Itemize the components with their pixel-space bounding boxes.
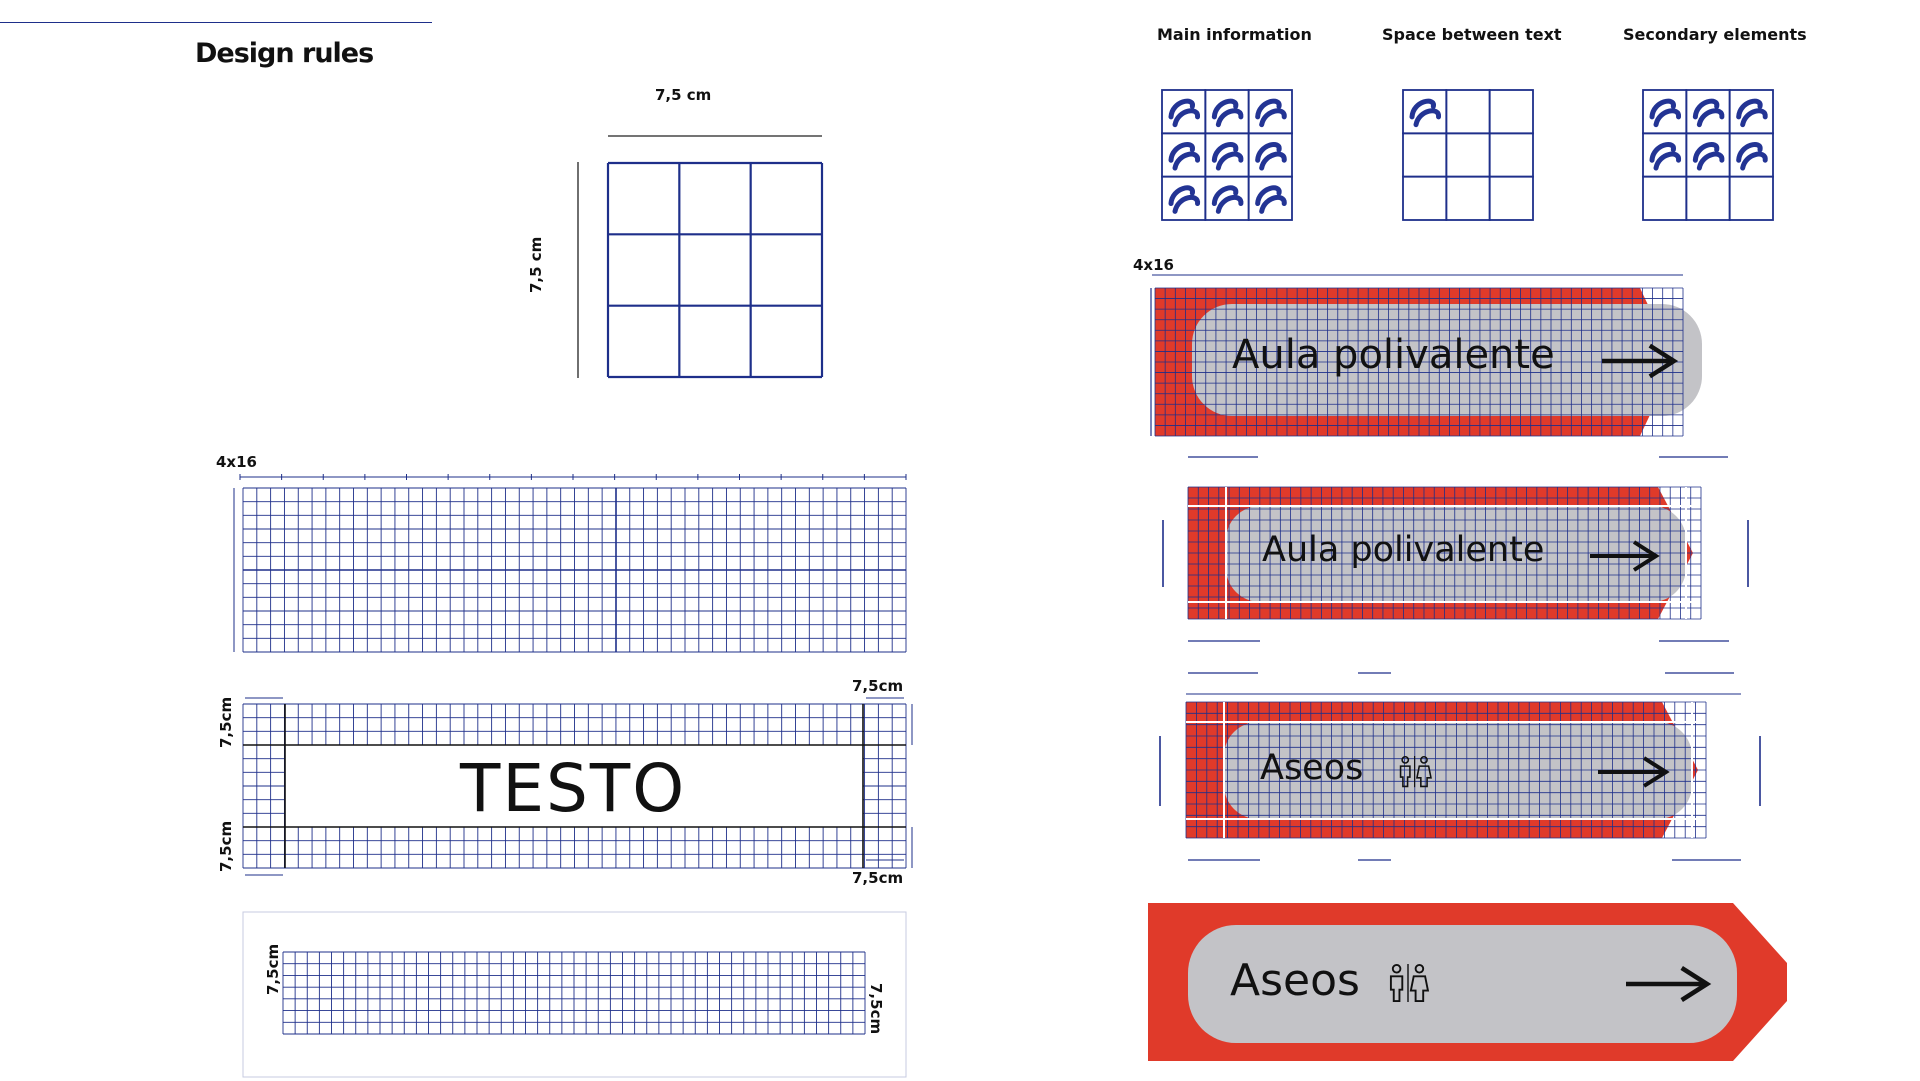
sign3 (1160, 694, 1760, 860)
margin-label-bottom-right: 7,5cm (852, 869, 904, 887)
legend-secondary-elements-box (1643, 90, 1773, 220)
page-title: Design rules (195, 38, 374, 69)
margin-label-left-top: 7,5cm (217, 696, 235, 748)
legend-space-between-text-label: Space between text (1382, 25, 1562, 44)
sign2-label: Aula polivalente (1262, 530, 1545, 570)
sample-text: TESTO (460, 750, 687, 827)
legend-main-information-box (1162, 90, 1292, 220)
module-height-label: 7,5 cm (527, 236, 545, 293)
sign1-label: Aula polivalente (1232, 332, 1555, 378)
bottom-panel-grid (283, 952, 865, 1034)
legend-space-between-text-box (1403, 90, 1533, 220)
bottom-panel-outline (243, 912, 906, 1077)
sign4-label: Aseos (1230, 955, 1360, 1006)
margin-label-bottom-panel-left: 7,5cm (264, 943, 282, 995)
grid-4x16-top-ruler (240, 474, 906, 480)
margin-label-top-right: 7,5cm (852, 677, 904, 695)
sign3-label: Aseos (1260, 748, 1364, 788)
margin-label-bottom-panel-right: 7,5cm (867, 983, 885, 1035)
module-width-label: 7,5 cm (655, 86, 712, 104)
sign2 (1163, 487, 1748, 673)
module-3x3-grid (608, 163, 822, 377)
margin-label-left-bottom: 7,5cm (217, 820, 235, 872)
legend-main-information-label: Main information (1157, 25, 1312, 44)
grid-label-right: 4x16 (1133, 256, 1174, 274)
grid-label-left: 4x16 (216, 453, 257, 471)
legend-secondary-elements-label: Secondary elements (1623, 25, 1807, 44)
